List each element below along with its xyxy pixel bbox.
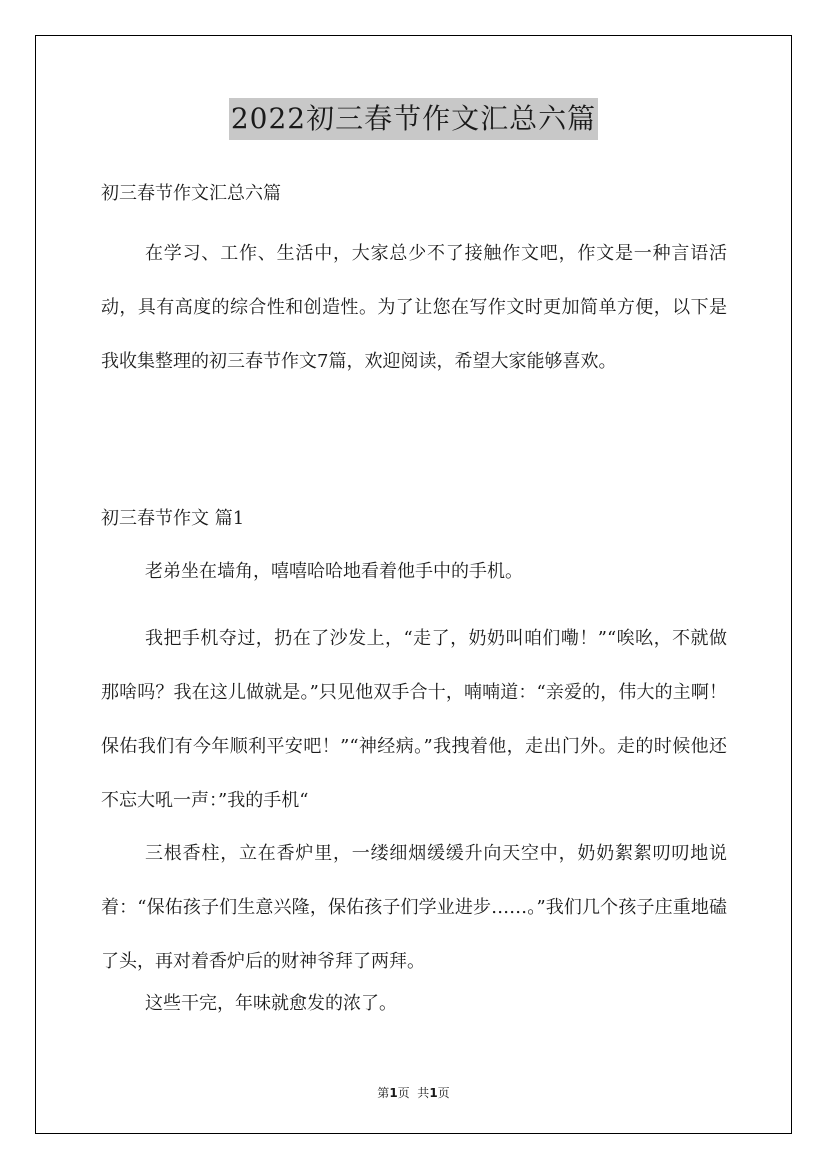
footer-page-total: 1 (429, 1086, 438, 1100)
title-container (0, 98, 827, 140)
intro-paragraph: 在学习、工作、生活中，大家总少不了接触作文吧，作文是一种言语活动，具有高度的综合性和创造性。为了让您在写作文时更加简单方便，以下是我收集整理的初三春节作文7篇，欢迎阅读，希望大家能够喜欢。 (101, 243, 727, 372)
footer-page-current: 1 (389, 1086, 398, 1100)
page-footer (0, 1084, 827, 1101)
paragraph-1: 老弟坐在墙角，嘻嘻哈哈地看着他手中的手机。 (145, 561, 523, 582)
document-subtitle: 初三春节作文汇总六篇 (101, 183, 281, 204)
paragraph-3: 三根香柱，立在香炉里，一缕细烟缓缓升向天空中，奶奶絮絮叨叨地说着：“保佑孩子们生意兴隆，保佑孩子们学业进步……。”我们几个孩子庄重地磕了头，再对着香炉后的财神爷拜了两拜。 (101, 843, 727, 972)
paragraph-2: 我把手机夺过，扔在了沙发上，“走了，奶奶叫咱们嘞！”“唉吆，不就做那啥吗？我在这儿做就是。”只见他双手合十，喃喃道：“亲爱的，伟大的主啊！保佑我们有今年顺利平安吧！”“神经病。”我拽着他，走出门外。走的时候他还不忘大吼一声：”我的手机“ (101, 628, 727, 811)
footer-mid: 页 共 (397, 1086, 430, 1100)
document-title: 2022初三春节作文汇总六篇 (229, 98, 598, 140)
footer-suffix: 页 (437, 1086, 450, 1100)
section-heading: 初三春节作文 篇1 (101, 508, 245, 529)
footer-prefix: 第 (377, 1086, 390, 1100)
paragraph-4: 这些干完，年味就愈发的浓了。 (145, 993, 397, 1014)
